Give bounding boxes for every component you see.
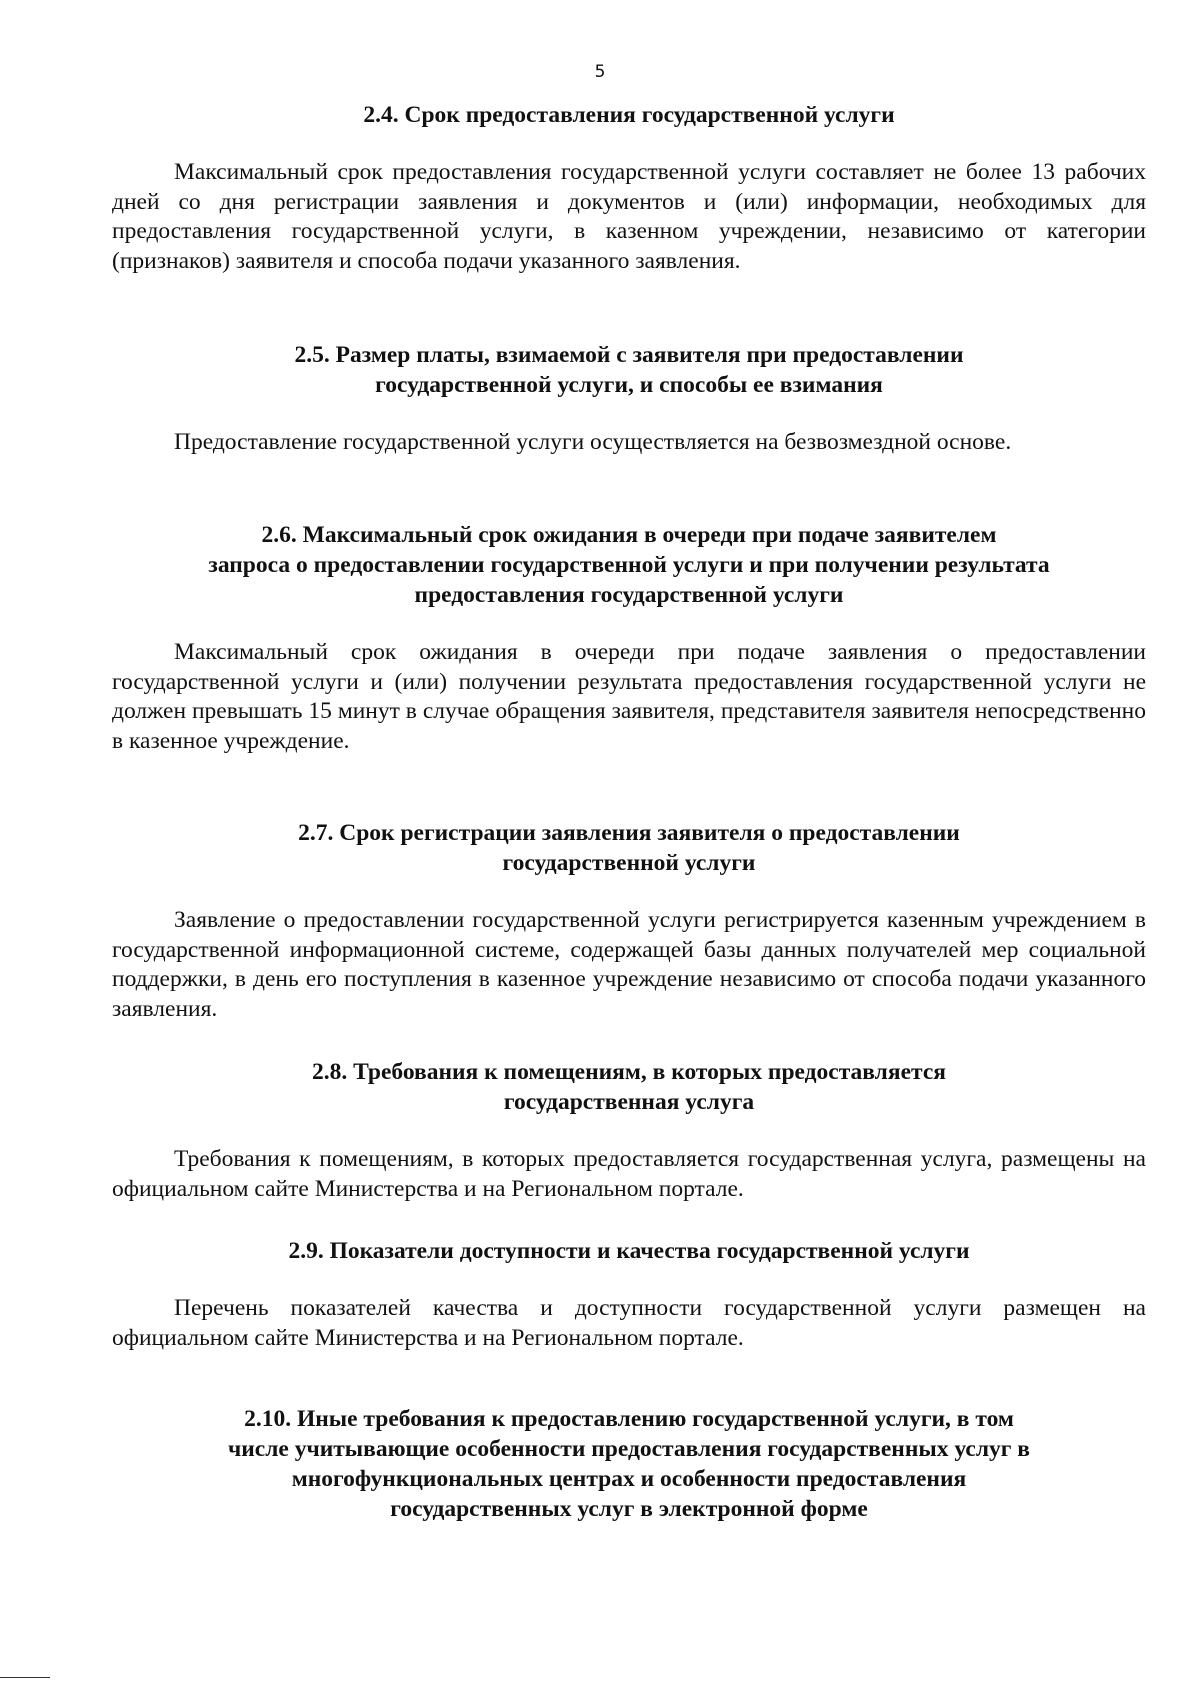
heading-line: государственных услуг в электронной форме [390, 1496, 868, 1522]
section-heading [112, 340, 1146, 400]
section-paragraph: Заявление о предоставлении государственной услуги регистрируется казенным учреждением в государственной информационной системе, содержащей базы данных получателей мер социальной поддержки, в день его поступления в казенное учреждение независимо от способа подачи указанного заявления. [112, 907, 1146, 1022]
section-2-9 [112, 1236, 1146, 1353]
heading-line: 2.8. Требования к помещениям, в которых предоставляется [312, 1059, 946, 1085]
page-number: 5 [594, 62, 606, 82]
section-paragraph: Предоставление государственной услуги осуществляется на безвозмездной основе. [174, 429, 1012, 455]
heading-line: 2.6. Максимальный срок ожидания в очереди при подаче заявителем [261, 522, 997, 548]
section-2-6 [112, 520, 1146, 756]
heading-line: 2.7. Срок регистрации заявления заявителя о предоставлении [298, 820, 960, 846]
section-heading [112, 520, 1146, 610]
heading-line: многофункциональных центрах и особенности предоставления [291, 1466, 967, 1492]
section-2-7 [112, 818, 1146, 1024]
heading-line: 2.4. Срок предоставления государственной услуги [363, 102, 895, 128]
heading-line: 2.10. Иные требования к предоставлению государственной услуги, в том [244, 1406, 1014, 1432]
heading-line: государственной услуги, и способы ее взимания [375, 372, 883, 398]
heading-line: 2.5. Размер платы, взимаемой с заявителя при предоставлении [294, 342, 964, 368]
scan-edge-mark [0, 1677, 50, 1678]
section-heading [112, 100, 1146, 130]
section-heading [112, 1404, 1146, 1524]
heading-line: запроса о предоставлении государственной услуги и при получении результата [208, 552, 1050, 578]
section-paragraph: Перечень показателей качества и доступности государственной услуги размещен на официальном сайте Министерства и на Региональном портале. [112, 1295, 1146, 1351]
section-heading [112, 1236, 1146, 1266]
heading-line: государственной услуги [502, 850, 756, 876]
section-paragraph: Максимальный срок ожидания в очереди при подаче заявления о предоставлении государственной услуги и (или) получении результата предоставления государственной услуги не должен превышать 15 минут в случае обращения заявителя, представителя заявителя непосредственно в казенное учреждение. [112, 639, 1146, 754]
heading-line: числе учитывающие особенности предоставления государственных услуг в [227, 1436, 1030, 1462]
section-heading [112, 1057, 1146, 1117]
section-paragraph: Требования к помещениям, в которых предоставляется государственная услуга, размещены на официальном сайте Министерства и на Региональном портале. [112, 1146, 1146, 1202]
section-2-4 [112, 100, 1146, 276]
section-2-10 [112, 1404, 1146, 1524]
section-heading [112, 818, 1146, 878]
section-paragraph: Максимальный срок предоставления государственной услуги составляет не более 13 рабочих дней со дня регистрации заявления и документов и (или) информации, необходимых для предоставления государственной услуги, в казенном учреждении, независимо от категории (признаков) заявителя и способа подачи указанного заявления. [112, 159, 1146, 274]
heading-line: предоставления государственной услуги [414, 582, 844, 608]
section-2-8 [112, 1057, 1146, 1204]
heading-line: государственная услуга [503, 1089, 755, 1115]
section-2-5 [112, 340, 1146, 458]
heading-line: 2.9. Показатели доступности и качества государственной услуги [288, 1238, 970, 1264]
